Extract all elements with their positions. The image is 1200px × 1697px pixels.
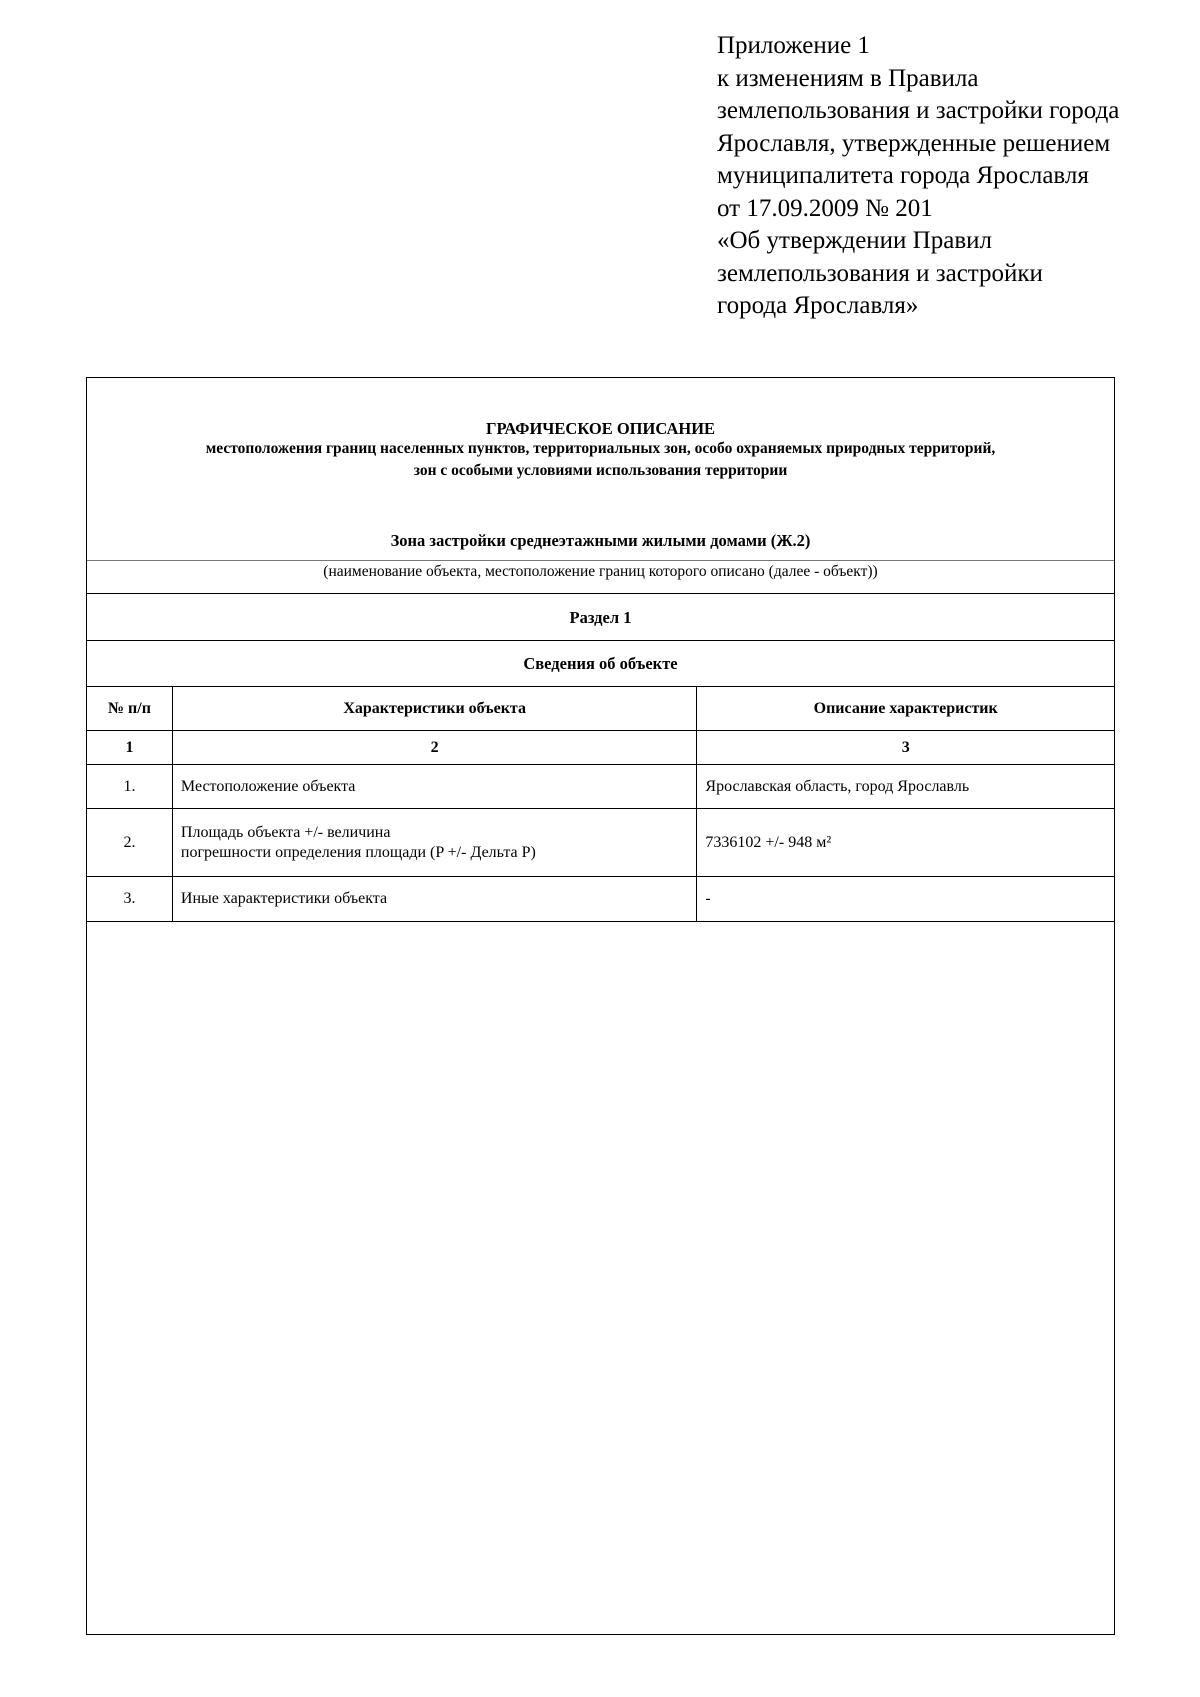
characteristic-line-2: погрешности определения площади (P +/- Дельта P) — [180, 843, 536, 861]
characteristic-cell: Местоположение объекта — [172, 765, 696, 809]
row-number: 2. — [87, 809, 173, 877]
divider — [87, 593, 1114, 594]
subtitle-line-2: зон с особыми условиями использования территории — [413, 462, 788, 479]
row-number: 1. — [87, 765, 173, 809]
appendix-line: к изменениям в Правила — [717, 64, 979, 92]
document-subtitle — [87, 438, 1114, 482]
description-cell: - — [697, 877, 1115, 922]
column-header: № п/п — [87, 687, 173, 731]
column-number: 3 — [697, 731, 1115, 765]
appendix-line: муниципалитета города Ярославля — [717, 162, 1089, 189]
table-row — [87, 877, 1115, 922]
appendix-note — [717, 30, 1187, 323]
row-number: 3. — [87, 877, 173, 922]
appendix-line: землепользования и застройки города — [717, 97, 1120, 124]
table-row — [87, 765, 1115, 809]
characteristics-table — [86, 686, 1115, 922]
column-number: 1 — [87, 731, 173, 765]
characteristic-line-1: Площадь объекта +/- величина — [180, 823, 391, 841]
divider — [87, 640, 1114, 641]
characteristic-cell: Иные характеристики объекта — [172, 877, 696, 922]
appendix-line: Ярославля, утвержденные решением — [717, 129, 1111, 157]
column-header: Описание характеристик — [697, 687, 1115, 731]
document-frame — [86, 377, 1115, 1635]
column-number: 2 — [172, 731, 696, 765]
description-cell: 7336102 +/- 948 м² — [697, 809, 1115, 877]
section-label: Раздел 1 — [569, 608, 632, 627]
appendix-line: землепользования и застройки — [717, 259, 1043, 287]
characteristic-cell — [172, 809, 696, 877]
subtitle-line-1: местоположения границ населенных пунктов, территориальных зон, особо охраняемых природных территорий, — [205, 440, 996, 457]
document-title: ГРАФИЧЕСКОЕ ОПИСАНИЕ — [485, 419, 716, 438]
appendix-line: от 17.09.2009 № 201 — [717, 194, 933, 222]
zone-underline — [87, 560, 1114, 561]
appendix-line: Приложение 1 — [717, 32, 870, 59]
table-header-row — [87, 687, 1115, 731]
appendix-line: города Ярославля» — [717, 292, 919, 319]
zone-name: Зона застройки среднеэтажными жилыми домами (Ж.2) — [390, 531, 811, 550]
column-header: Характеристики объекта — [172, 687, 696, 731]
info-title: Сведения об объекте — [523, 654, 678, 673]
column-number-row — [87, 731, 1115, 765]
zone-caption: (наименование объекта, местоположение границ которого описано (далее - объект)) — [323, 563, 878, 580]
table-row — [87, 809, 1115, 877]
appendix-line: «Об утверждении Правил — [717, 227, 992, 254]
description-cell: Ярославская область, город Ярославль — [697, 765, 1115, 809]
